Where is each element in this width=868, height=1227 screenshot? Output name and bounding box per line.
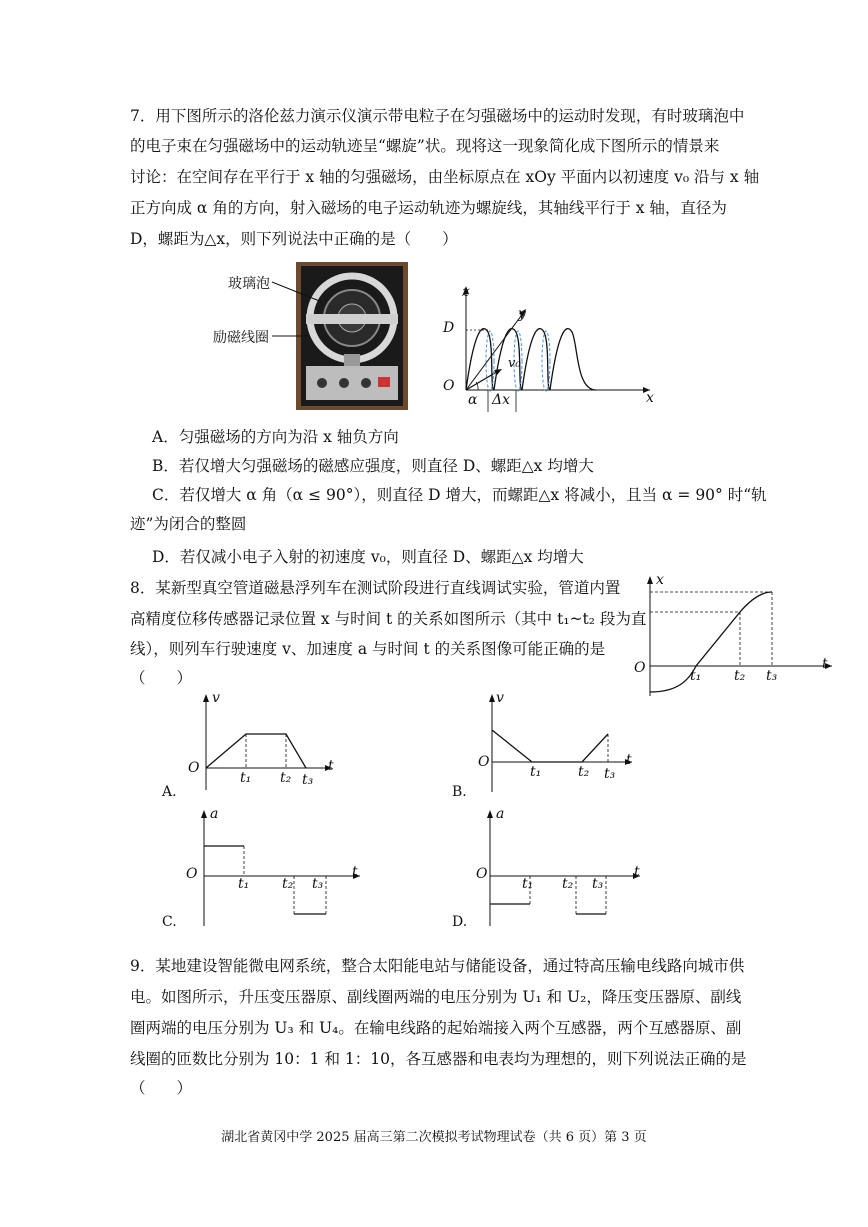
q9-line-1: 9．某地建设智能微电网系统，整合太阳能电站与储能设备，通过特高压输电线路向城市供 (130, 957, 745, 975)
q9-line-4: 线圈的匝数比分别为 10：1 和 1：10，各互感器和电表均为理想的，则下列说法正确的是 (130, 1050, 747, 1068)
graph-b-O: O (478, 754, 490, 770)
xt-t2-label: t₂ (734, 668, 746, 684)
helix-v0-label: v₀ (508, 356, 521, 371)
q8-line-2: 高精度位移传感器记录位置 x 与时间 t 的关系如图所示（其中 t₁~t₂ 段为直 (130, 610, 647, 628)
graph-d-t: t (634, 864, 640, 880)
helix-z-label: z (462, 284, 470, 300)
graph-c-t1: t₁ (238, 876, 250, 892)
graph-d-a: a (496, 806, 505, 822)
q7-line-3: 讨论：在空间存在平行于 x 轴的匀强磁场，由坐标原点在 xOy 平面内以初速度 v₀ 沿与 x 轴 (130, 168, 760, 186)
helix-y-label: y (518, 306, 526, 322)
q9-line-2: 电。如图所示，升压变压器原、副线圈两端的电压分别为 U₁ 和 U₂，降压变压器原、副线 (130, 988, 742, 1006)
coil-label: 励磁线圈 (213, 330, 269, 346)
q7-option-a[interactable]: A．匀强磁场的方向为沿 x 轴负方向 (152, 428, 399, 446)
q7-line-2: 的电子束在匀强磁场中的运动轨迹呈“螺旋”状。现将这一现象简化成下图所示的情景来 (130, 137, 720, 155)
graph-c-t3: t₃ (312, 876, 324, 892)
q7-option-d[interactable]: D．若仅减小电子入射的初速度 v₀，则直径 D、螺距△x 均增大 (152, 548, 584, 566)
graph-a-t: t (328, 758, 334, 774)
helix-dx-label: Δx (492, 392, 511, 408)
q7-line-5: D，螺距为△x，则下列说法中正确的是（ ） (130, 230, 458, 248)
graph-d (484, 808, 644, 928)
graph-c-a: a (210, 806, 219, 822)
xt-x-label: x (656, 572, 664, 588)
q7-line-1: 7．用下图所示的洛伦兹力演示仪演示带电粒子在匀强磁场中的运动时发现，有时玻璃泡中 (130, 107, 745, 125)
xt-O-label: O (634, 660, 646, 676)
choice-b-label[interactable]: B. (452, 784, 467, 800)
q7-option-c[interactable]: C．若仅增大 α 角（α ≤ 90°），则直径 D 增大，而螺距△x 将减小，且当 α = 90° 时“轨 (152, 486, 767, 504)
q8-line-4: （ ） (130, 669, 193, 687)
graph-b-v: v (496, 690, 504, 706)
graph-b-t: t (626, 752, 632, 768)
graph-d-t3: t₃ (592, 876, 604, 892)
q9-line-3: 圈两端的电压分别为 U₃ 和 U₄。在输电线路的起始端接入两个互感器，两个互感器原、副 (130, 1019, 742, 1037)
graph-d-O: O (476, 866, 488, 882)
q8-line-3: 线），则列车行驶速度 v、加速度 a 与时间 t 的关系图像可能正确的是 (130, 640, 606, 658)
graph-c (198, 808, 368, 928)
graph-c-t2: t₂ (282, 876, 294, 892)
graph-a-t2: t₂ (280, 770, 292, 786)
page-footer: 湖北省黄冈中学 2025 届高三第二次模拟考试物理试卷（共 6 页）第 3 页 (221, 1130, 647, 1145)
helix-O-label: O (443, 378, 455, 394)
xt-t-label: t (822, 656, 828, 672)
helix-D-label: D (443, 320, 455, 336)
choice-d-label[interactable]: D. (452, 914, 468, 930)
graph-b-t3: t₃ (604, 766, 616, 782)
graph-a-t1: t₁ (240, 770, 252, 786)
q9-line-5: （ ） (130, 1079, 193, 1097)
graph-d-t2: t₂ (562, 876, 574, 892)
graph-a-v: v (212, 690, 220, 706)
graph-a-t3: t₃ (302, 772, 314, 788)
q7-line-4: 正方向成 α 角的方向，射入磁场的电子运动轨迹为螺旋线，其轴线平行于 x 轴，直径为 (130, 199, 727, 217)
xt-t3-label: t₃ (766, 668, 778, 684)
graph-c-O: O (186, 866, 198, 882)
q8-line-1: 8．某新型真空管道磁悬浮列车在测试阶段进行直线调试实验，管道内置 (130, 579, 621, 597)
helix-diagram (428, 282, 658, 414)
graph-b-t1: t₁ (530, 764, 542, 780)
xt-t1-label: t₁ (690, 668, 702, 684)
helix-alpha-label: α (468, 392, 478, 408)
graph-c-t: t (352, 864, 358, 880)
choice-c-label[interactable]: C. (162, 914, 177, 930)
glass-bulb-label: 玻璃泡 (228, 276, 270, 292)
choice-a-label[interactable]: A. (162, 784, 177, 800)
q7-option-c-cont: 迹”为闭合的整圆 (130, 515, 247, 533)
graph-b-t2: t₂ (578, 764, 590, 780)
graph-d-t1: t₁ (522, 876, 534, 892)
photo-pointer-lines (260, 270, 340, 350)
graph-a (200, 692, 340, 792)
graph-a-O: O (188, 760, 200, 776)
helix-x-label: x (646, 390, 654, 406)
q7-option-b[interactable]: B．若仅增大匀强磁场的磁感应强度，则直径 D、螺距△x 均增大 (152, 457, 594, 475)
